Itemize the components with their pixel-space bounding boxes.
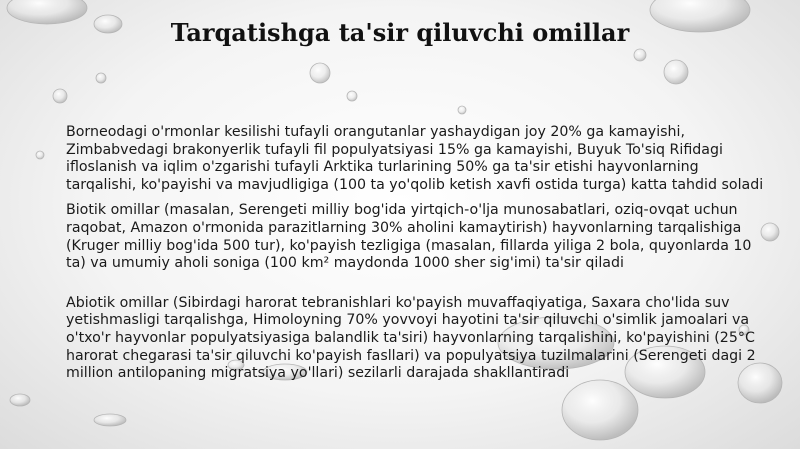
slide-title: Tarqatishga ta'sir qiluvchi omillar [170, 18, 630, 47]
paragraph-threats: Borneodagi o'rmonlar kesilishi tufayli orangutanlar yashaydigan joy 20% ga kamayishi, Zimbabvedagi brakonyerlik tufayli fil populyatsiyasi 15% ga kamayishi, Buyuk To'siq Rifidagi ifloslanish va iqlim o'zgarishi tufayli Arktika turlarining 50% ga ta'sir etishi hayvonlarning tarqalishi, ko'payishi va mavjudligiga (100 ta yo'qolib ketish xavfi ostida turga) katta tahdid soladi [66, 124, 764, 193]
slide-body [66, 124, 766, 391]
paragraph-abiotic-factors: Abiotik omillar (Sibirdagi harorat tebranishlari ko'payish muvaffaqiyatiga, Saxara cho'lida suv yetishmasligi tarqalishga, Himoloyning 70% yovvoyi hayotini ta'sir qiluvchi o'simlik jamoalari va o'txo'r hayvonlar populyatsiyasiga balandlik ta'siri) hayvonlarning tarqalishini, ko'payishini (25°C harorat chegarasi ta'sir qiluvchi ko'payish fasllari) va populyatsiya tuzilmalarini (Serengeti dagi 2 million antilopaning migratsiya yo'llari) sezilarli darajada shakllantiradi [66, 294, 756, 382]
paragraph-biotic-factors: Biotik omillar (masalan, Serengeti milliy bog'ida yirtqich-o'lja munosabatlari, oziq-ovqat uchun raqobat, Amazon o'rmonida parazitlarning 30% aholini kamaytirish) hayvonlarning tarqalishiga (Kruger milliy bog'ida 500 tur), ko'payish tezligiga (masalan, fillarda yiliga 2 bola, quyonlarda 10 ta) va umumiy aholi soniga (100 km² maydonda 1000 sher sig'imi) ta'sir qiladi [66, 202, 752, 272]
